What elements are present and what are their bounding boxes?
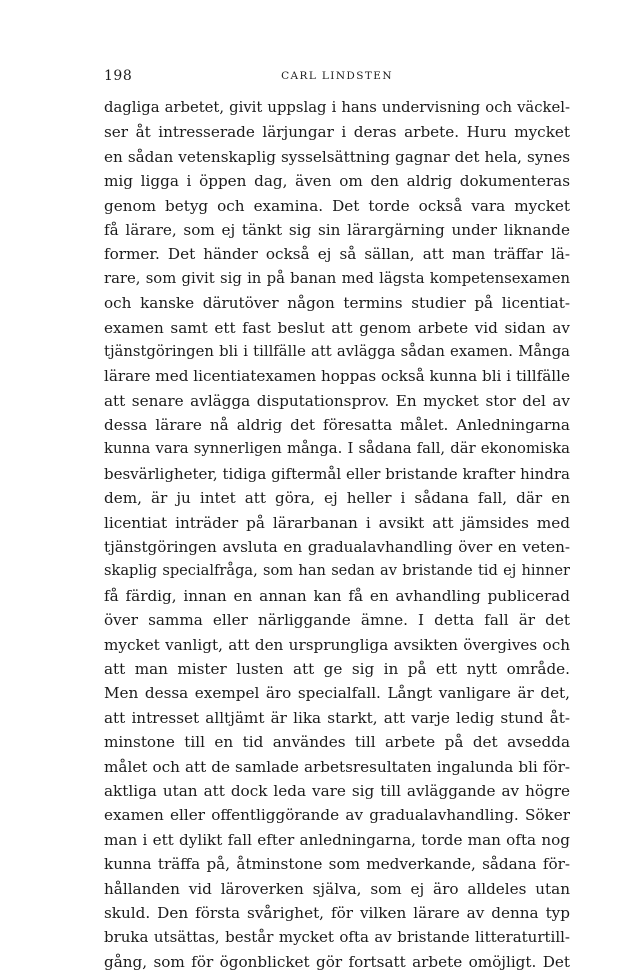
page-header [104, 68, 570, 88]
text-line: minstone till en tid användes till arbete på det avsedda [104, 733, 570, 752]
text-line: bruka utsättas, består mycket ofta av bristande litteraturtill- [104, 928, 570, 947]
text-line: och kanske därutöver någon termins studier på licentiat- [104, 294, 570, 313]
text-line: mycket vanligt, att den ursprungliga avsikten övergives och [104, 635, 570, 654]
text-line: dagliga arbetet, givit uppslag i hans undervisning och väckel- [104, 99, 570, 116]
body-text [104, 96, 570, 974]
text-line: mig ligga i öppen dag, även om den aldrig dokumenteras [104, 172, 570, 191]
text-line: rare, som givit sig in på banan med lägsta kompetensexamen [104, 269, 570, 287]
text-line: hållanden vid läroverken själva, som ej äro alldeles utan [104, 879, 570, 898]
text-line: besvärligheter, tidiga giftermål eller bristande krafter hindra [104, 464, 570, 483]
text-line: målet och att de samlade arbetsresultaten ingalunda bli för- [104, 757, 570, 776]
text-line: dessa lärare nå aldrig det föresatta målet. Anledningarna [104, 416, 570, 435]
text-line: tjänstgöringen bli i tillfälle att avlägga sådan examen. Många [104, 342, 570, 360]
text-line: att intresset alltjämt är lika starkt, att varje ledig stund åt- [104, 708, 570, 727]
text-line: få lärare, som ej tänkt sig sin lärargärning under liknande [104, 220, 570, 239]
text-line: kunna vara synnerligen många. I sådana fall, där ekonomiska [104, 440, 570, 458]
text-line: former. Det händer också ej så sällan, att man träffar lä- [104, 245, 570, 264]
text-line: aktliga utan att dock leda vare sig till avläggande av högre [104, 781, 570, 800]
text-line: genom betyg och examina. Det torde också vara mycket [104, 196, 570, 215]
text-line: ser åt intresserade lärjungar i deras arbete. Huru mycket [104, 123, 570, 142]
text-line: skaplig specialfråga, som han sedan av bristande tid ej hinner [104, 562, 570, 580]
text-line: att man mister lusten att ge sig in på ett nytt område. [104, 659, 570, 678]
text-line: lärare med licentiatexamen hoppas också kunna bli i tillfälle [104, 367, 570, 386]
text-line: examen eller offentliggörande av gradualavhandling. Söker [104, 806, 570, 825]
text-line: att senare avlägga disputationsprov. En mycket stor del av [104, 391, 570, 410]
text-line: Men dessa exempel äro specialfall. Långt vanligare är det, [104, 684, 570, 703]
text-line: skuld. Den första svårighet, för vilken lärare av denna typ [104, 903, 570, 922]
text-line: dem, är ju intet att göra, ej heller i sådana fall, där en [104, 489, 570, 508]
running-head: CARL LINDSTEN [281, 70, 393, 82]
text-line: licentiat inträder på lärarbanan i avsikt att jämsides med [104, 513, 570, 532]
text-line: man i ett dylikt fall efter anledningarna, torde man ofta nog [104, 830, 570, 849]
text-line: examen samt ett fast beslut att genom arbete vid sidan av [104, 318, 570, 337]
page-number: 198 [104, 68, 133, 84]
text-line: gång, som för ögonblicket gör fortsatt arbete omöjligt. Det [104, 952, 570, 971]
text-line: kunna träffa på, åtminstone som medverkande, sådana för- [104, 855, 570, 874]
text-line: få färdig, innan en annan kan få en avhandling publicerad [104, 586, 570, 605]
text-line: över samma eller närliggande ämne. I detta fall är det [104, 611, 570, 630]
text-line: en sådan vetenskaplig sysselsättning gagnar det hela, synes [104, 147, 570, 166]
text-line: tjänstgöringen avsluta en gradualavhandling över en veten- [104, 538, 570, 557]
